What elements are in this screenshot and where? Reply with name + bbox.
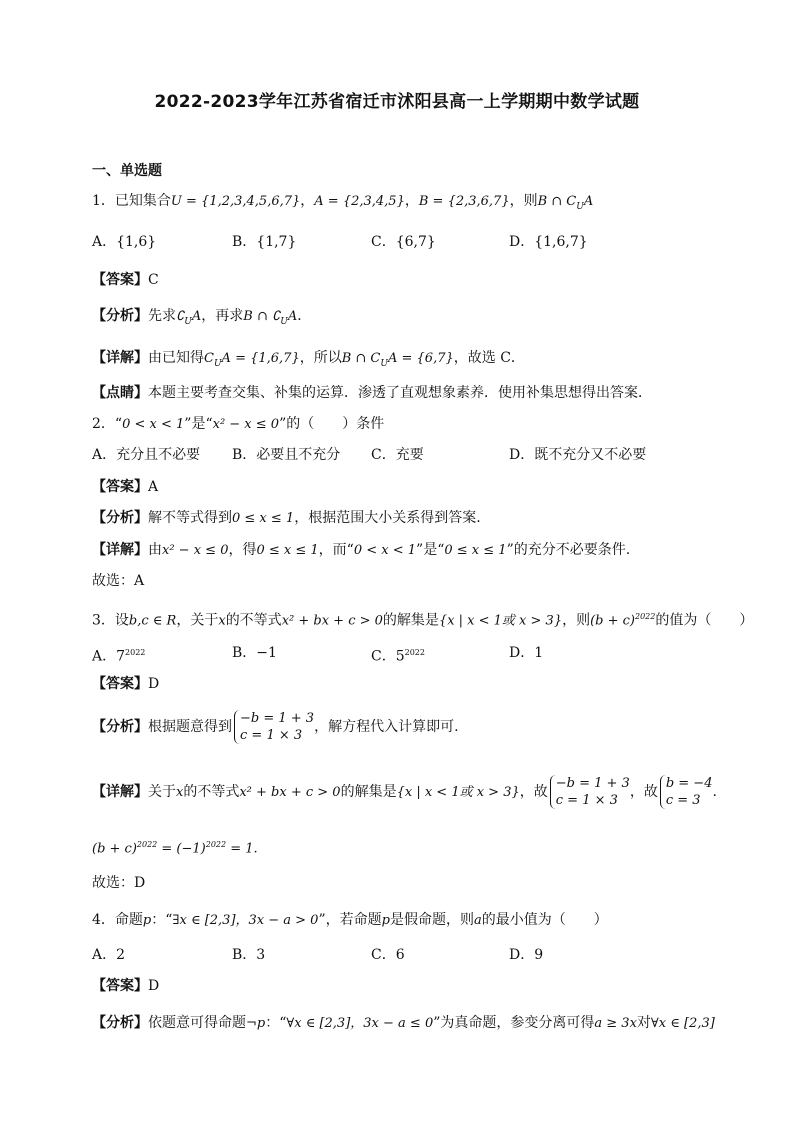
q3-analysis: 【分析】根据题意得到 −b = 1 + 3 c = 1 × 3 ，解方程代入计算即可. [92,711,459,743]
q4-option-b: B．3 [232,947,266,963]
q4-option-c: C．6 [371,947,405,963]
q2-detail: 【详解】由x² − x ≤ 0，得0 ≤ x ≤ 1，而“0 < x < 1”是“0 ≤ x ≤ 1”的充分不必要条件. [92,542,631,558]
q1-detail: 【详解】由已知得$C_UA = \{1,6,7\}$，所以B ∩ $C_UA = \{6,7\}$，故选 C． [92,350,525,369]
q1-comment: 【点睛】本题主要考查交集、补集的运算．渗透了直观想象素养．使用补集思想得出答案． [92,385,652,401]
q2-option-a: A．充分且不必要 [92,447,201,463]
q3-options [92,643,712,663]
q4-stem: 4．命题p：“∃x ∈ [2,3]，3x − a > 0”，若命题p是假命题，则a的最小值为（ ） [92,912,608,928]
q2-answer: 【答案】A [92,479,159,495]
q4-option-d: D．9 [509,947,544,963]
q3-result: $(b + c)^{2022} = (-1)^{2022} = 1$. [92,840,258,857]
q1-option-d: D．{1,6,7} [509,234,588,250]
q4-analysis: 【分析】依题意可得命题¬p：“∀x ∈ [2,3]，3x − a ≤ 0”为真命题，参变分离可得a ≥ 3x对∀x ∈ [2,3] [92,1015,715,1031]
q4-option-a: A．2 [92,947,126,963]
q3-detail-system-1: −b = 1 + 3 c = 1 × 3 [550,775,630,809]
q1-option-a: A．{1,6} [92,234,157,250]
q1-answer: 【答案】C [92,272,159,288]
q3-option-d: D．1 [509,645,544,661]
q2-choose: 故选：A [92,573,145,589]
page-title: 2022-2023学年江苏省宿迁市沭阳县高一上学期期中数学试题 [154,92,640,112]
q3-option-a: A．$7^{2022}$ [92,648,146,665]
q3-choose: 故选：D [92,875,146,891]
q2-options [92,445,712,465]
q3-option-c: C．$5^{2022}$ [371,648,425,665]
q1-analysis: 【分析】先求$∁_UA$，再求B ∩ $∁_UA$． [92,308,312,327]
q1-option-c: C．{6,7} [371,234,436,250]
q2-option-d: D．既不充分又不必要 [509,447,647,463]
q2-option-b: B．必要且不充分 [232,447,341,463]
q3-stem: 3．设b,c ∈ R，关于x的不等式x² + bx + c > 0的解集是{x | x < 1或 x > 3}，则$(b + c)^{2022}$的值为（ ） [92,612,754,629]
q4-options [92,945,712,965]
section-heading: 一、单选题 [92,163,162,179]
q4-answer: 【答案】D [92,978,160,994]
q2-option-c: C．充要 [371,447,424,463]
q2-stem: 2．“0 < x < 1”是“x² − x ≤ 0”的（ ）条件 [92,416,385,432]
q3-option-b: B．−1 [232,645,277,661]
q1-stem: 1．已知集合U = {1,2,3,4,5,6,7}，A = {2,3,4,5}，B = {2,3,6,7}，则B ∩ $C_UA$ [92,193,594,212]
q3-analysis-system: −b = 1 + 3 c = 1 × 3 [234,710,314,744]
q2-analysis: 【分析】解不等式得到0 ≤ x ≤ 1，根据范围大小关系得到答案. [92,510,481,526]
q3-detail: 【详解】关于x的不等式x² + bx + c > 0的解集是{x | x < 1或 x > 3}，故 −b = 1 + 3 c = 1 × 3 ，故 b = −4 c = 3 . [92,776,717,808]
q3-answer: 【答案】D [92,676,160,692]
q1-option-b: B．{1,7} [232,234,297,250]
q1-options [92,232,712,252]
q3-detail-system-2: b = −4 c = 3 [660,775,713,809]
